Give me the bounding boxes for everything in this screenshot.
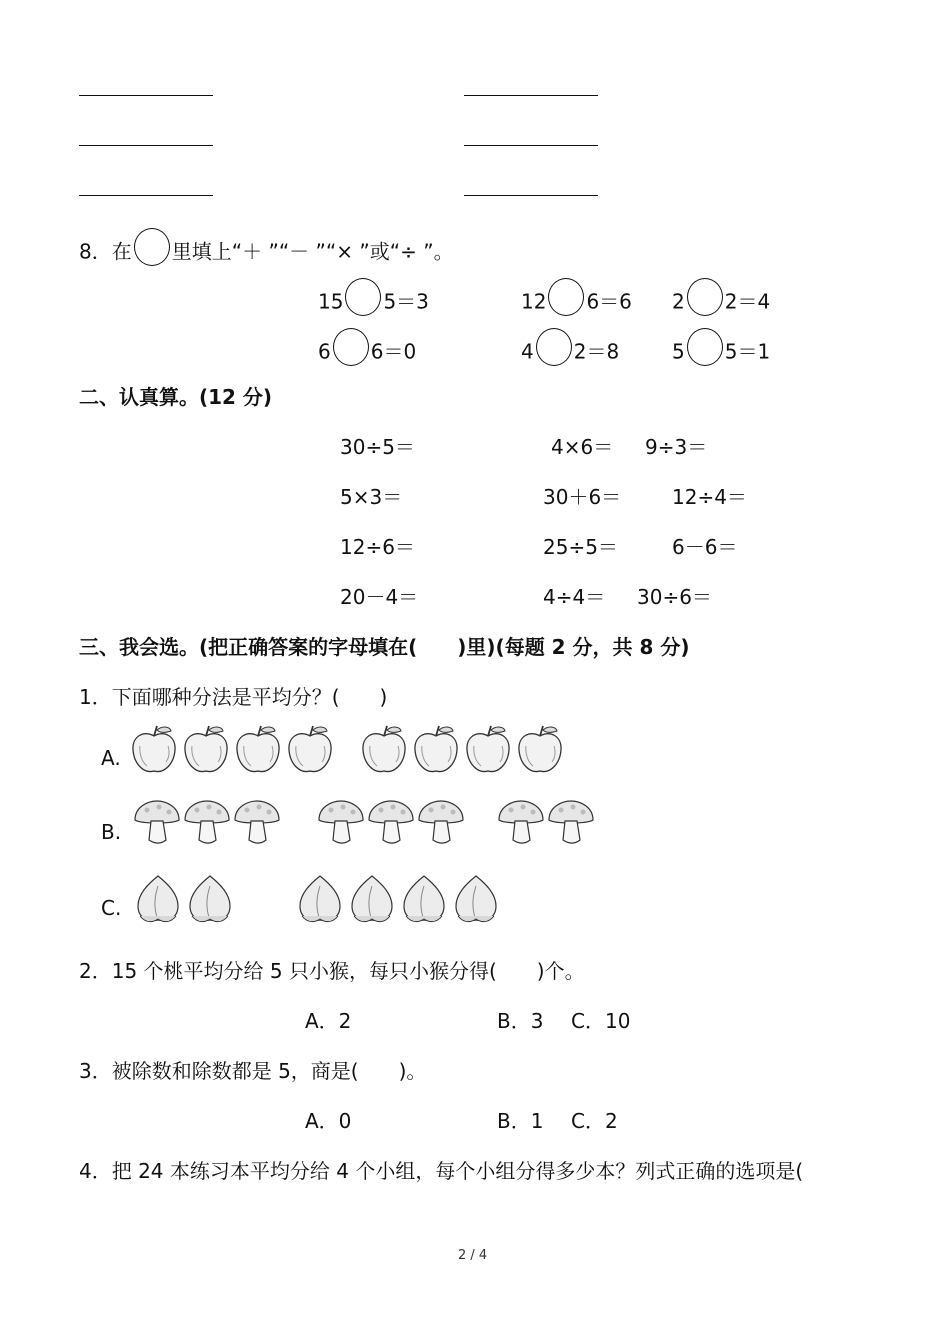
answer-blank [464, 195, 598, 196]
apple-group [130, 722, 570, 778]
choice-b: B．1 [497, 1109, 544, 1133]
calc-item: 6－6＝ [672, 535, 738, 559]
apple-icon [237, 726, 279, 772]
operator-circle [687, 278, 723, 316]
peach-icon [190, 876, 230, 922]
question-text: 2．15 个桃平均分给 5 只小猴，每只小猴分得( )个。 [79, 959, 585, 983]
calc-item: 30÷5＝ [340, 435, 415, 459]
calc-item: 9÷3＝ [645, 435, 708, 459]
mushroom-icon [235, 801, 279, 843]
mushroom-group [133, 798, 603, 848]
apple-icon [519, 726, 561, 772]
peach-icon [352, 876, 392, 922]
peach-icon [300, 876, 340, 922]
mushroom-icon [419, 801, 463, 843]
mushroom-icon [369, 801, 413, 843]
mushroom-icon [135, 801, 179, 843]
peach-icon [138, 876, 178, 922]
q8-item: 4 2＝8 [521, 334, 619, 372]
q8-item: 2 2＝4 [672, 284, 770, 322]
q8-item: 12 6＝6 [521, 284, 632, 322]
choice-c: C．10 [571, 1009, 631, 1033]
answer-blank [79, 195, 213, 196]
answer-blank [79, 95, 213, 96]
calc-item: 20－4＝ [340, 585, 419, 609]
section-title: 二、认真算。(12 分) [79, 385, 273, 409]
calc-item: 30＋6＝ [543, 485, 622, 509]
choice-a: A．0 [305, 1109, 352, 1133]
q8-item: 5 5＝1 [672, 334, 770, 372]
choice-b: B．3 [497, 1009, 544, 1033]
calc-item: 5×3＝ [340, 485, 403, 509]
section-title: 三、我会选。(把正确答案的字母填在( )里)(每题 2 分，共 8 分) [79, 635, 690, 659]
operator-circle [536, 328, 572, 366]
apple-icon [185, 726, 227, 772]
page-number: 2 / 4 [458, 1248, 488, 1263]
apple-icon [133, 726, 175, 772]
option-b-label: B. [101, 820, 122, 844]
q8-item: 6 6＝0 [318, 334, 416, 372]
calc-item: 30÷6＝ [637, 585, 712, 609]
answer-blank [464, 95, 598, 96]
peach-icon [404, 876, 444, 922]
mushroom-icon [499, 801, 543, 843]
question-text: 3．被除数和除数都是 5，商是( )。 [79, 1059, 427, 1083]
mushroom-icon [185, 801, 229, 843]
operator-circle [548, 278, 584, 316]
peach-group [134, 870, 514, 926]
apple-icon [415, 726, 457, 772]
calc-item: 12÷6＝ [340, 535, 415, 559]
operator-circle [333, 328, 369, 366]
calc-item: 25÷5＝ [543, 535, 618, 559]
calc-item: 12÷4＝ [672, 485, 747, 509]
answer-blank [464, 145, 598, 146]
q8-instruction: 8．在 里填上“＋ ”“－ ”“× ”或“÷ ”。 [79, 234, 454, 272]
question-text: 1．下面哪种分法是平均分？( ) [79, 685, 388, 709]
apple-icon [467, 726, 509, 772]
peach-icon [456, 876, 496, 922]
operator-circle [687, 328, 723, 366]
operator-circle [345, 278, 381, 316]
question-text: 4．把 24 本练习本平均分给 4 个小组，每个小组分得多少本？列式正确的选项是( [79, 1159, 804, 1183]
q8-item: 15 5＝3 [318, 284, 429, 322]
option-a-label: A. [101, 746, 121, 770]
choice-c: C．2 [571, 1109, 618, 1133]
calc-item: 4÷4＝ [543, 585, 606, 609]
choice-a: A．2 [305, 1009, 352, 1033]
apple-icon [289, 726, 331, 772]
option-c-label: C. [101, 896, 122, 920]
mushroom-icon [319, 801, 363, 843]
calc-item: 4×6＝ [551, 435, 614, 459]
operator-circle [134, 228, 170, 266]
mushroom-icon [549, 801, 593, 843]
answer-blank [79, 145, 213, 146]
apple-icon [363, 726, 405, 772]
